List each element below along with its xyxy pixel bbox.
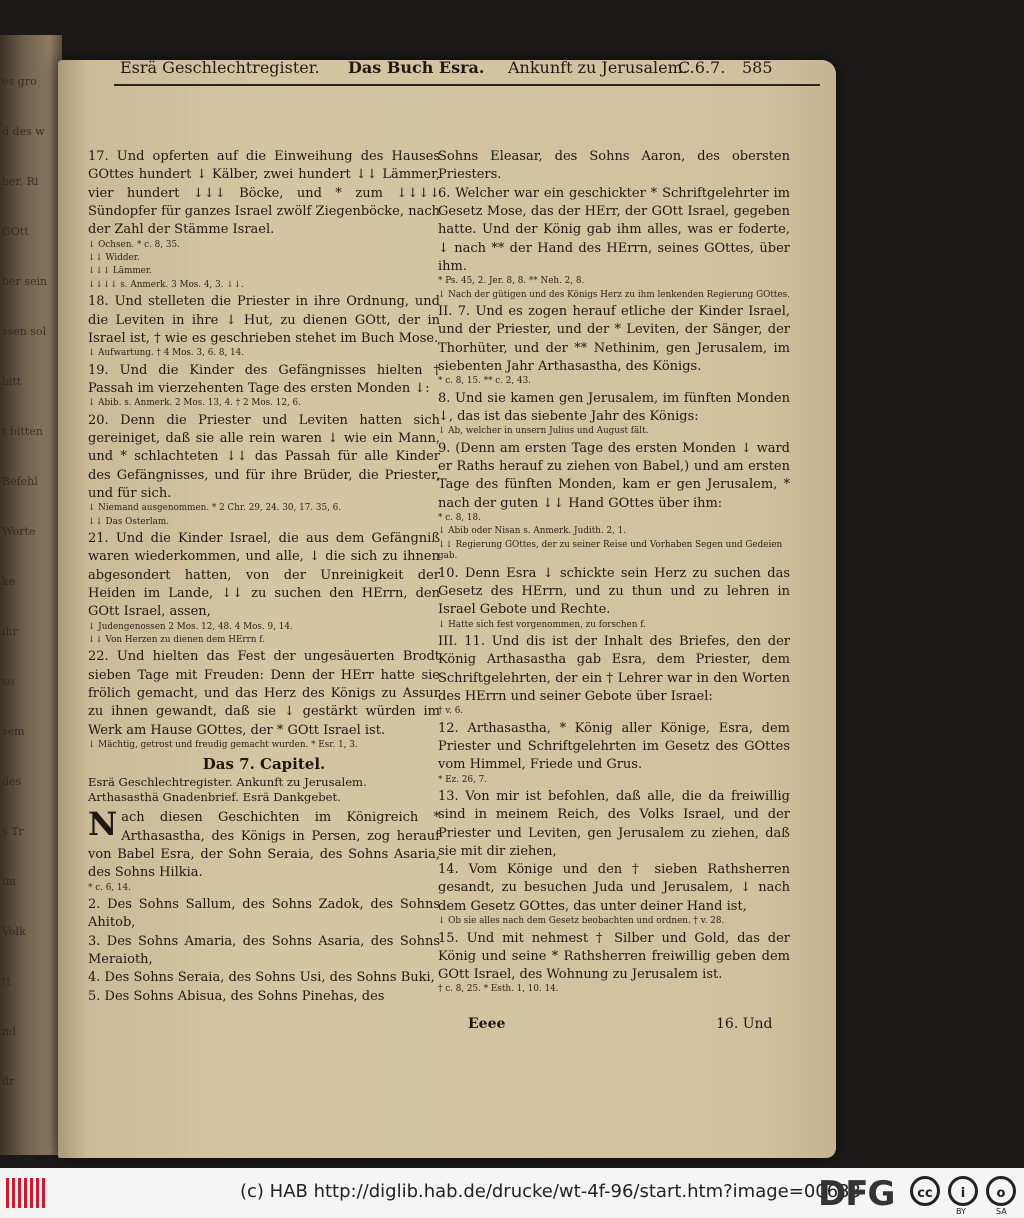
footnote: * Ps. 45, 2. Jer. 8, 8. ** Neh. 2, 8. <box>438 276 585 287</box>
sa-label: SA <box>996 1207 1007 1216</box>
verse-paragraph: 3. Des Sohns Amaria, des Sohns Asaria, des Sohns Meraioth, <box>88 933 440 967</box>
left-page-fragment: so <box>2 675 15 688</box>
verse-paragraph: 4. Des Sohns Seraia, des Sohns Usi, des Sohns Buki, <box>88 970 435 986</box>
left-page-fragment: ke <box>2 575 16 588</box>
footnote: ↓↓↓↓ s. Anmerk. 3 Mos. 4, 3. ↓↓. <box>88 279 244 290</box>
left-page-fragment: Volk <box>2 925 26 938</box>
left-page-fragment: dr <box>2 1075 15 1088</box>
verse-paragraph: II. 7. Und es zogen herauf etliche der Kinder Israel, und der Priester, und der * Leviten, der Sänger, der Thorhüter, und der ** Nethinim, gen Jerusalem, im siebenten Jahr Arthasastha, des Königs. <box>438 304 790 374</box>
footer-bar <box>0 1168 1024 1218</box>
verse-paragraph: III. 11. Und dis ist der Inhalt des Briefes, den der König Arthasastha gab Esra, dem Priester, dem Schriftgelehrten, der ein † Lehrer war in den Worten des HErrn und seiner Gebote über Israel: <box>438 633 790 704</box>
cc-icon: cc <box>910 1176 940 1206</box>
footnote: ↓ Judengenossen 2 Mos. 12, 48. 4 Mos. 9, 14. <box>88 621 293 632</box>
verse-paragraph: 22. Und hielten das Fest der ungesäuerten Brodt sieben Tage mit Freuden: Denn der HErr hatte sie frölich gemacht, und das Herz des Königs zu Assur zu ihnen gewandt, daß sie ↓ gestärkt würden im Werk am Hause GOttes, der * GOtt Israel ist. <box>88 649 440 738</box>
running-head-left: Esrä Geschlechtregister. <box>120 58 320 77</box>
footnote: ↓ Ochsen. * c. 8, 35. <box>88 239 180 250</box>
barcode-icon <box>6 1178 48 1208</box>
left-page-fragment: ihr <box>2 625 18 638</box>
book-page <box>58 60 836 1158</box>
footnote: ↓↓ Das Osterlam. <box>88 516 170 527</box>
dfg-logo: DFG <box>818 1174 895 1214</box>
header-rule <box>114 84 820 86</box>
by-icon: i <box>948 1176 978 1206</box>
footnote: † v. 6. <box>438 706 464 717</box>
left-page-fragment: ber sein <box>2 275 48 288</box>
left-page-fragment: ssen sol <box>2 325 47 338</box>
footnote: ↓ Ab, welcher in unsern Julius und August fält. <box>438 426 649 437</box>
left-page-fragment: s Tr <box>2 825 24 838</box>
left-page-fragment: ber, Ri <box>2 175 39 188</box>
footnote: ↓↓ Widder. <box>88 252 140 263</box>
left-page-fragment: bitt <box>2 375 22 388</box>
footnote: ↓↓↓ Lämmer. <box>88 266 152 277</box>
paragraph-text: ach diesen Geschichten im Königreich * Arthasastha, des Königs in Persen, zog herauf von Babel Esra, der Sohn Seraia, des Sohns Asaria, des Sohns Hilkia. <box>88 810 440 881</box>
verse-paragraph: 5. Des Sohns Abisua, des Sohns Pinehas, des <box>88 988 385 1004</box>
footnote: ↓ Mächtig, getrost und freudig gemacht wurden. * Esr. 1, 3. <box>88 739 358 750</box>
verse-paragraph: 9. (Denn am ersten Tage des ersten Monden ↓ ward er Raths herauf zu ziehen von Babel,) und am ersten Tage des fünften Monden, kam er gen Jerusalem, * nach der guten ↓↓ Hand GOttes über ihm: <box>438 440 790 511</box>
footnote: ↓ Abib. s. Anmerk. 2 Mos. 13, 4. † 2 Mos. 12, 6. <box>88 398 301 409</box>
left-page-fragment: d des w <box>2 125 45 138</box>
footnote: * c. 6, 14. <box>88 882 131 893</box>
running-head-center-right: Ankunft zu Jerusalem. <box>508 58 688 77</box>
verse-paragraph: Sohns Eleasar, des Sohns Aaron, des obersten Priesters. <box>438 149 790 183</box>
left-page-fragment: Worte <box>2 525 36 538</box>
footnote: ↓ Hatte sich fest vorgenommen, zu forschen f. <box>438 619 646 630</box>
cc-license-icon[interactable] <box>910 1174 1018 1216</box>
catchword: 16. Und <box>716 1016 773 1032</box>
chapter-heading: Das 7. Capitel. <box>202 755 326 774</box>
running-head-center: Das Buch Esra. <box>348 58 485 77</box>
footnote: ↓ Niemand ausgenommen. * 2 Chr. 29, 24. 30, 17. 35, 6. <box>88 503 342 514</box>
footnote: ↓↓ Regierung GOttes, der zu seiner Reise und Vorhaben Segen und Gedeien gab. <box>438 539 783 562</box>
verse-paragraph: 8. Und sie kamen gen Jerusalem, im fünften Monden ↓, das ist das siebente Jahr des Königs: <box>438 390 790 424</box>
footnote: * c. 8, 18. <box>438 512 481 523</box>
left-page-fragment: es gro <box>2 75 37 88</box>
verse-paragraph: 19. Und die Kinder des Gefängnisses hielten † Passah im vierzehenten Tage des ersten Monden ↓: <box>88 362 440 396</box>
running-head <box>56 56 773 82</box>
right-column <box>438 148 790 998</box>
footnote: ↓↓ Von Herzen zu dienen dem HErrn f. <box>88 634 265 645</box>
footnote: ↓ Ob sie alles nach dem Gesetz beobachten und ordnen. † v. 28. <box>438 916 725 927</box>
sa-icon: o <box>986 1176 1016 1206</box>
left-page-fragment: nd <box>2 1025 17 1038</box>
left-page-fragment: Befehl <box>2 475 38 488</box>
drop-capital: N <box>88 805 118 844</box>
verse-paragraph: 17. Und opferten auf die Einweihung des Hauses GOttes hundert ↓ Kälber, zwei hundert ↓↓ Lämmer, vier hundert ↓↓↓ Böcke, und * zum ↓↓↓↓ Sündopfer für ganzes Israel zwölf Ziegenböcke, nach der Zahl der Stämme Israel. <box>88 149 440 238</box>
left-column <box>88 148 440 1006</box>
verse-paragraph: 12. Arthasastha, * König aller Könige, Esra, dem Priester und Schriftgelehrten im Gesetz des GOttes vom Himmel, Friede und Grus. <box>438 720 790 773</box>
verse-paragraph: 13. Von mir ist befohlen, daß alle, die da freiwillig sind in meinem Reich, des Volks Israel, und der Priester und Leviten, gen Jerusalem zu ziehen, daß sie mit dir ziehen, <box>438 788 790 859</box>
verse-paragraph: 6. Welcher war ein geschickter * Schriftgelehrter im Gesetz Mose, das der HErr, der GOtt Israel, gegeben hatte. Und der König gab ihm alles, was er foderte, ↓ nach ** der Hand des HErrn, seines GOttes, über ihm. <box>438 185 790 274</box>
footnote: ↓ Aufwartung. † 4 Mos. 3, 6. 8, 14. <box>88 348 245 359</box>
verse-paragraph: 15. Und mit nehmest † Silber und Gold, das der König und seine * Rathsherren freiwillig geben dem GOtt Israel, des Wohnung zu Jerusalem ist. <box>438 930 790 983</box>
footnote: ↓ Nach der gütigen und des Königs Herz zu ihm lenkenden Regierung GOttes. <box>438 289 790 300</box>
footnote: * c. 8, 15. ** c. 2, 43. <box>438 376 531 387</box>
footnote: ↓ Abib oder Nisan s. Anmerk. Judith. 2, 1. <box>438 526 627 537</box>
verse-paragraph: 20. Denn die Priester und Leviten hatten sich gereiniget, daß sie alle rein waren ↓ wie ein Mann, und * schlachteten ↓↓ das Passah für alle Kinder des Gefängnisses, und für ihre Brüder, die Priester, und für sich. <box>88 412 440 501</box>
chapter-summary: Esrä Geschlechtregister. Ankunft zu Jerusalem. Arthasasthä Gnadenbrief. Esrä Dankgebet. <box>88 775 367 805</box>
footnote: * Ez. 26, 7. <box>438 774 488 785</box>
left-page-fragment: GOtt <box>2 225 29 238</box>
left-page-fragment: sem <box>2 725 25 738</box>
verse-paragraph: 18. Und stelleten die Priester in ihre Ordnung, und die Leviten in ihre ↓ Hut, zu dienen GOtt, der in Israel ist, † wie es geschrieben stehet im Buch Mose. <box>88 294 440 346</box>
copyright-link[interactable]: (c) HAB http://diglib.hab.de/drucke/wt-4f-96/start.htm?image=00633 <box>240 1181 862 1202</box>
left-page-fragment: tt <box>2 975 11 988</box>
left-page-edge <box>0 35 62 1155</box>
footnote: † c. 8, 25. * Esth. 1, 10. 14. <box>438 984 559 995</box>
left-page-fragment: im <box>2 875 16 888</box>
chapter-reference: C.6.7. <box>678 58 726 77</box>
verse-paragraph: 10. Denn Esra ↓ schickte sein Herz zu suchen das Gesetz des HErrn, und zu thun und zu lehren in Israel Gebote und Rechte. <box>438 565 790 618</box>
dropcap-paragraph <box>88 805 440 882</box>
signature-mark: Eeee <box>468 1016 506 1032</box>
left-page-fragment: t bitten <box>2 425 43 438</box>
by-label: BY <box>956 1207 966 1216</box>
verse-paragraph: 21. Und die Kinder Israel, die aus dem Gefängniß waren wiederkommen, und alle, ↓ die sich zu ihnen abgesondert hatten, von der Unreinigkeit der Heiden im Lande, ↓↓ zu suchen den HErrn, den GOtt Israel, assen, <box>88 530 440 620</box>
left-page-fragment: des <box>2 775 22 788</box>
verse-paragraph: 14. Vom Könige und den † sieben Rathsherren gesandt, zu besuchen Juda und Jerusalem, ↓ nach dem Gesetz GOttes, das unter deiner Hand ist, <box>438 862 790 914</box>
verse-paragraph: 2. Des Sohns Sallum, des Sohns Zadok, des Sohns Ahitob, <box>88 896 440 931</box>
page-number: 585 <box>742 58 773 77</box>
